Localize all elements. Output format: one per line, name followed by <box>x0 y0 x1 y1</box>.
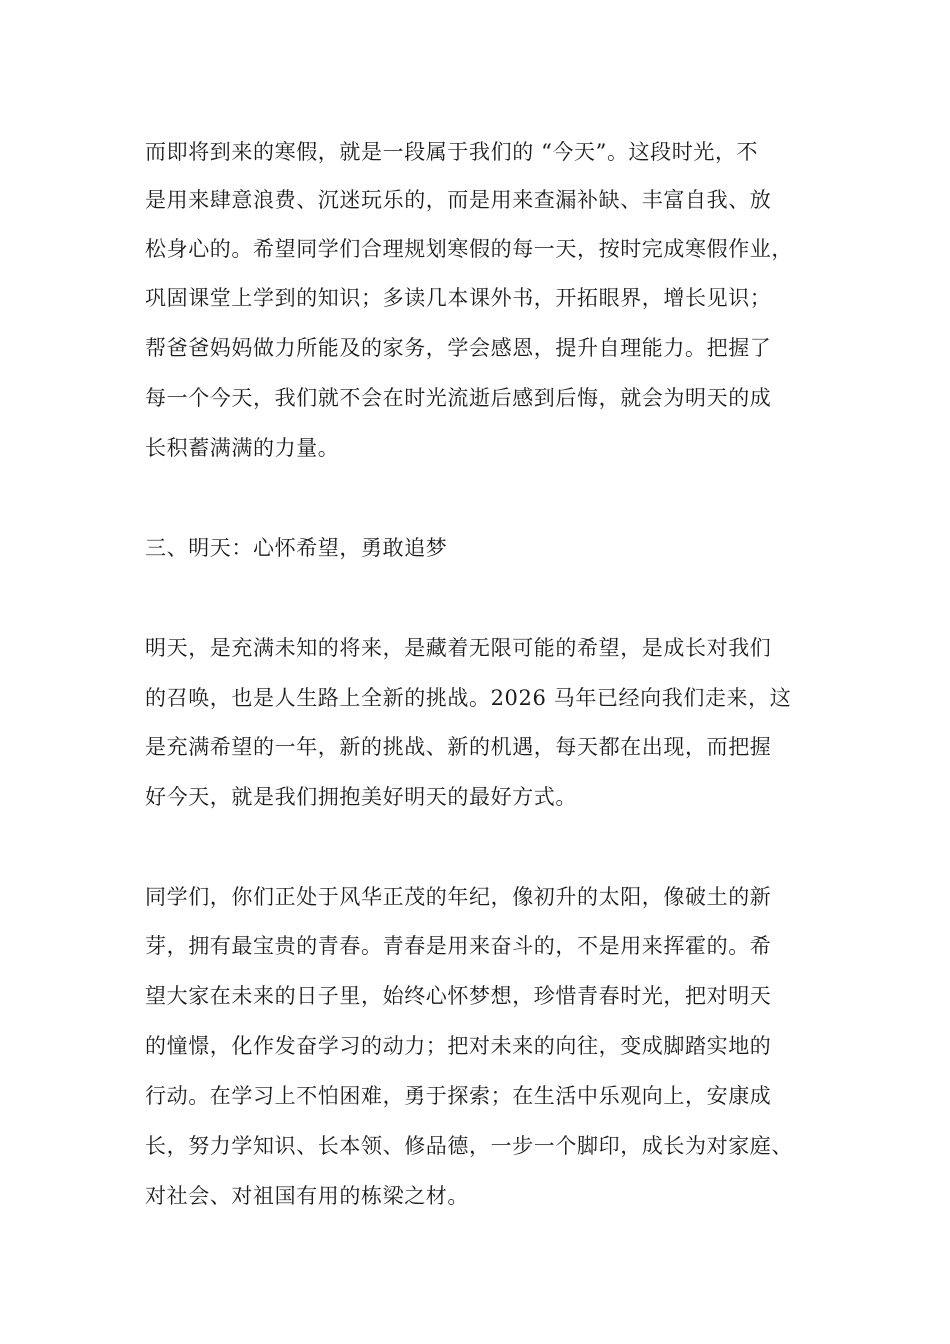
paragraph-line: 而即将到来的寒假，就是一段属于我们的 “今天”。这段时光，不 <box>145 140 759 164</box>
section-heading: 三、明天：心怀希望，勇敢追梦 <box>145 536 448 560</box>
paragraph-line: 长积蓄满满的力量。 <box>145 436 340 460</box>
paragraph-line: 是充满希望的一年，新的挑战、新的机遇，每天都在出现，而把握 <box>145 735 772 759</box>
paragraph-line: 好今天，就是我们拥抱美好明天的最好方式。 <box>145 785 577 809</box>
paragraph-line: 帮爸爸妈妈做力所能及的家务，学会感恩，提升自理能力。把握了 <box>145 336 772 360</box>
paragraph-line: 对社会、对祖国有用的栋梁之材。 <box>145 1184 469 1208</box>
paragraph-line: 的憧憬，化作发奋学习的动力；把对未来的向往，变成脚踏实地的 <box>145 1034 772 1058</box>
paragraph-line: 芽，拥有最宝贵的青春。青春是用来奋斗的，不是用来挥霍的。希 <box>145 934 772 958</box>
paragraph-line: 巩固课堂上学到的知识；多读几本课外书，开拓眼界，增长见识； <box>145 286 772 310</box>
paragraph-line: 长，努力学知识、长本领、修品德，一步一个脚印，成长为对家庭、 <box>145 1134 793 1158</box>
paragraph-line: 行动。在学习上不怕困难，勇于探索；在生活中乐观向上，安康成 <box>145 1084 772 1108</box>
paragraph-line: 每一个今天，我们就不会在时光流逝后感到后悔，就会为明天的成 <box>145 386 772 410</box>
paragraph-line: 望大家在未来的日子里，始终心怀梦想，珍惜青春时光，把对明天 <box>145 984 772 1008</box>
paragraph-line: 明天，是充满未知的将来，是藏着无限可能的希望，是成长对我们 <box>145 636 772 660</box>
paragraph-line: 是用来肆意浪费、沉迷玩乐的，而是用来查漏补缺、丰富自我、放 <box>145 188 772 212</box>
paragraph-line: 的召唤，也是人生路上全新的挑战。2026 马年已经向我们走来，这 <box>145 686 792 710</box>
paragraph-line: 同学们，你们正处于风华正茂的年纪，像初升的太阳，像破土的新 <box>145 885 772 909</box>
paragraph-line: 松身心的。希望同学们合理规划寒假的每一天，按时完成寒假作业， <box>145 237 793 261</box>
